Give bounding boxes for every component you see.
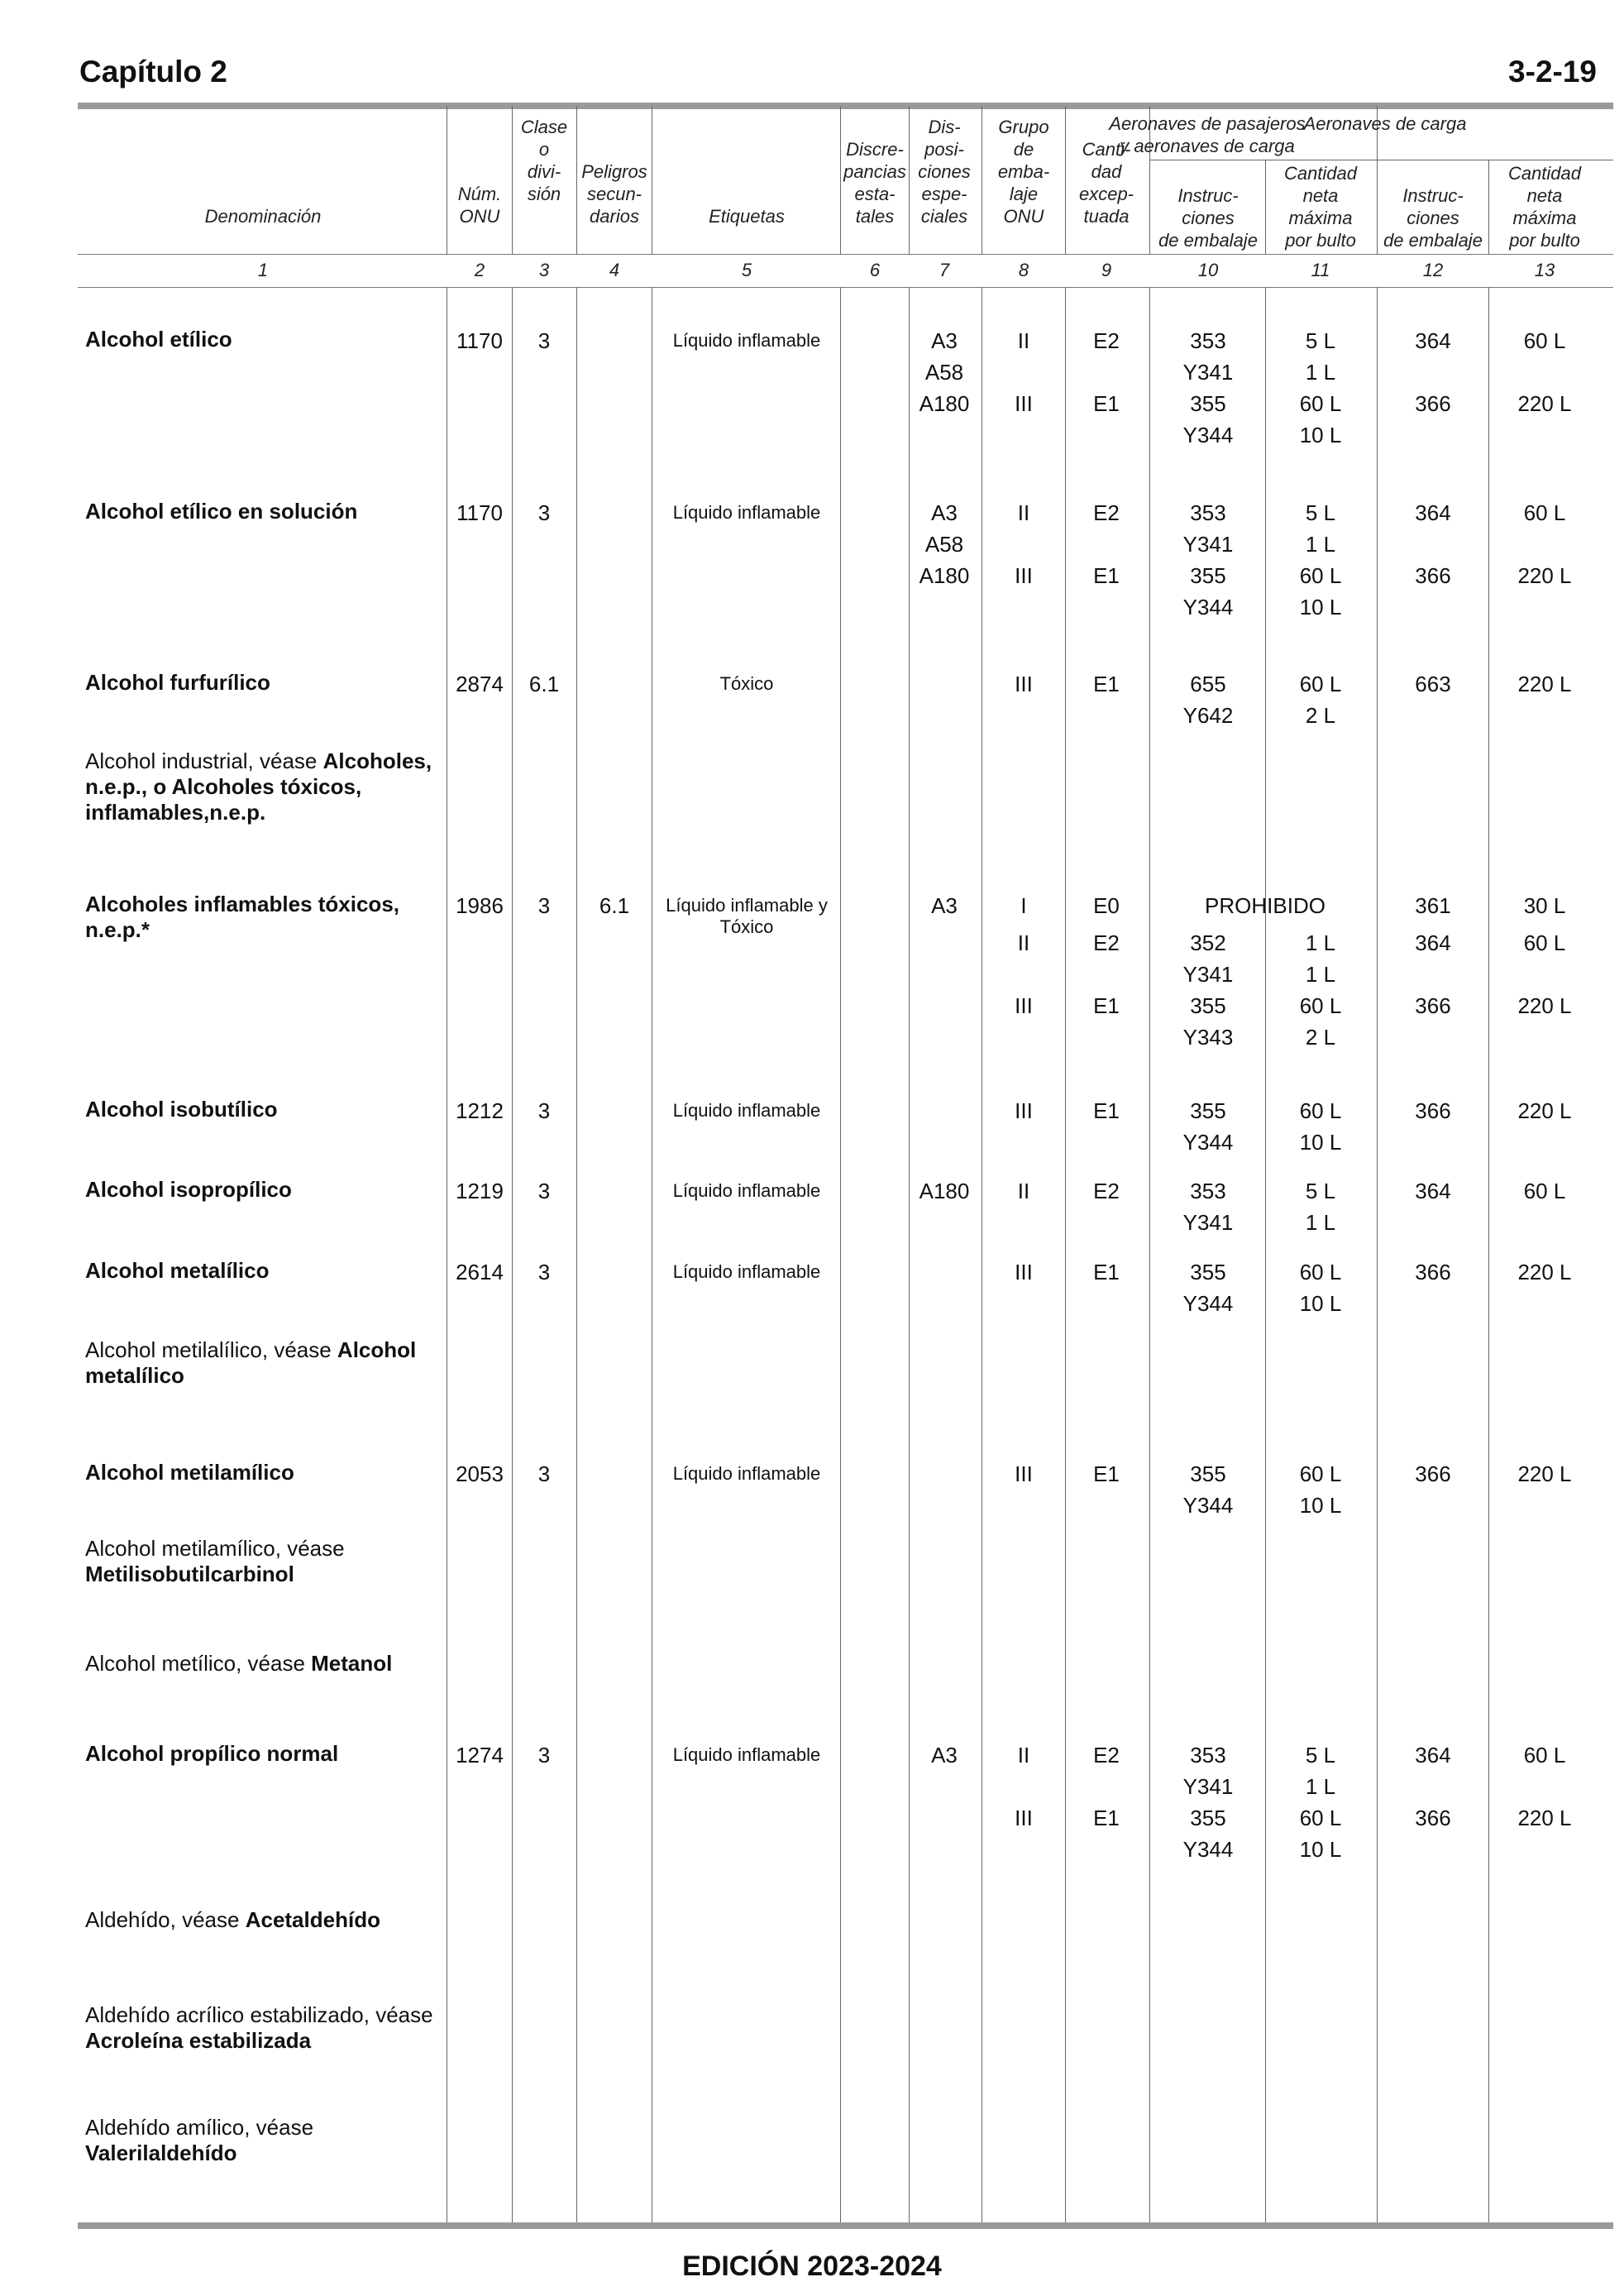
passenger-max-quantity: 60 L	[1299, 1806, 1342, 1830]
column-number-divider	[78, 287, 1613, 288]
cargo-max-quantity: 220 L	[1517, 672, 1572, 696]
excepted-quantity: E1	[1093, 563, 1120, 588]
entry-name: Aldehído, véase Acetaldehído	[85, 1907, 380, 1932]
passenger-packing-instruction: Y341	[1182, 1774, 1234, 1799]
passenger-packing-instruction: 353	[1190, 500, 1226, 525]
special-provision: A58	[924, 532, 964, 557]
cargo-max-quantity: 220 L	[1517, 563, 1572, 588]
column-number: 7	[939, 260, 950, 280]
hazard-label: Líquido inflamable	[672, 1463, 821, 1484]
cargo-max-quantity: 60 L	[1523, 500, 1566, 525]
entry-name: Alcohol metilamílico, véase Metilisobutilcarbinol	[85, 1536, 345, 1586]
passenger-max-quantity: 5 L	[1305, 1179, 1336, 1203]
column-divider	[840, 287, 841, 2222]
special-provision: A3	[931, 500, 958, 525]
passenger-max-quantity: 10 L	[1299, 1493, 1342, 1518]
excepted-quantity: E0	[1093, 893, 1120, 918]
entry-name: Alcohol etílico en solución	[85, 499, 358, 524]
cargo-max-quantity: 60 L	[1523, 1179, 1566, 1203]
page-number: 3-2-19	[1508, 55, 1597, 88]
cargo-max-quantity: 60 L	[1523, 1743, 1566, 1767]
passenger-packing-instruction: 355	[1190, 1806, 1226, 1830]
passenger-packing-instruction: 355	[1190, 1098, 1226, 1123]
hazard-label: Líquido inflamable	[672, 1180, 821, 1201]
passenger-max-quantity: 1 L	[1305, 930, 1336, 955]
packing-group: III	[1015, 993, 1033, 1018]
column-header-c13: Cantidad neta máxima por bulto	[1507, 163, 1582, 251]
cargo-max-quantity: 220 L	[1517, 1461, 1572, 1486]
column-number: 8	[1018, 260, 1029, 280]
chapter-title: Capítulo 2	[79, 55, 227, 88]
hazard-label: Tóxico	[719, 673, 774, 694]
passenger-max-quantity: 5 L	[1305, 500, 1336, 525]
excepted-quantity: E1	[1093, 391, 1120, 416]
passenger-packing-instruction: Y341	[1182, 962, 1234, 987]
hazard-label: Líquido inflamable y Tóxico	[666, 895, 828, 937]
entry-name: Alcohol metalílico	[85, 1258, 270, 1283]
packing-group: III	[1015, 391, 1033, 416]
passenger-packing-instruction: 355	[1190, 993, 1226, 1018]
special-provision: A58	[924, 360, 964, 385]
class-division: 3	[537, 1098, 551, 1123]
un-number: 1219	[456, 1179, 504, 1203]
class-division: 3	[537, 893, 551, 918]
column-header-c11: Cantidad neta máxima por bulto	[1283, 163, 1358, 251]
column-header-group_pax: Aeronaves de pasajeros y aeronaves de carga	[1109, 113, 1306, 156]
cargo-max-quantity: 220 L	[1517, 1098, 1572, 1123]
passenger-packing-instruction: Y344	[1182, 1837, 1234, 1862]
column-number: 9	[1101, 260, 1112, 280]
entry-name: Aldehído amílico, véase Valerilaldehído	[85, 2115, 314, 2165]
subsidiary-hazard: 6.1	[599, 893, 630, 918]
cargo-max-quantity: 220 L	[1517, 1806, 1572, 1830]
class-division: 3	[537, 1179, 551, 1203]
passenger-max-quantity: 60 L	[1299, 1260, 1342, 1284]
cargo-max-quantity: 220 L	[1517, 993, 1572, 1018]
class-division: 3	[537, 500, 551, 525]
passenger-packing-instruction: 355	[1190, 391, 1226, 416]
excepted-quantity: E1	[1093, 1260, 1120, 1284]
entry-name: Alcohol propílico normal	[85, 1741, 339, 1766]
passenger-max-quantity: 5 L	[1305, 328, 1336, 353]
packing-group: III	[1015, 1806, 1033, 1830]
column-number: 3	[538, 260, 550, 280]
passenger-max-quantity: 1 L	[1305, 1210, 1336, 1235]
passenger-packing-instruction: 353	[1190, 1179, 1226, 1203]
class-division: 6.1	[528, 672, 560, 696]
column-header-c9: Canti- dad excep- tuada	[1078, 139, 1134, 227]
entry-name: Alcohol industrial, véase Alcoholes, n.e.p., o Alcoholes tóxicos, inflamables,n.e.p.	[85, 749, 432, 825]
passenger-max-quantity: 1 L	[1305, 360, 1336, 385]
un-number: 1170	[456, 500, 503, 525]
passenger-packing-instruction: Y344	[1182, 1291, 1234, 1316]
packing-group: III	[1015, 1098, 1033, 1123]
passenger-max-quantity: 10 L	[1299, 1130, 1342, 1155]
column-number: 6	[869, 260, 881, 280]
hazard-label: Líquido inflamable	[672, 502, 821, 523]
passenger-packing-instruction: 355	[1190, 1260, 1226, 1284]
cargo-packing-instruction: 366	[1415, 1260, 1451, 1284]
excepted-quantity: E1	[1093, 672, 1120, 696]
special-provision: A3	[931, 1743, 958, 1767]
cargo-max-quantity: 60 L	[1523, 930, 1566, 955]
passenger-packing-instruction: Y343	[1182, 1025, 1234, 1050]
column-divider	[512, 106, 513, 254]
excepted-quantity: E1	[1093, 1461, 1120, 1486]
column-number: 10	[1197, 260, 1219, 280]
cargo-packing-instruction: 361	[1415, 893, 1451, 918]
cargo-packing-instruction: 366	[1415, 993, 1451, 1018]
edition-footer: EDICIÓN 2023-2024	[682, 2251, 942, 2282]
column-header-group_cargo: Aeronaves de carga	[1303, 113, 1467, 134]
cargo-packing-instruction: 364	[1415, 1179, 1451, 1203]
entry-name: Alcohol isopropílico	[85, 1177, 292, 1202]
excepted-quantity: E2	[1093, 930, 1120, 955]
passenger-packing-instruction: 655	[1190, 672, 1226, 696]
entry-name: Alcohol etílico	[85, 327, 232, 352]
cargo-max-quantity: 30 L	[1523, 893, 1566, 918]
passenger-packing-instruction: 355	[1190, 1461, 1226, 1486]
packing-group: I	[1020, 893, 1027, 918]
passenger-packing-instruction: 355	[1190, 563, 1226, 588]
column-header-c3: Clase o divi- sión	[520, 117, 568, 204]
un-number: 1212	[456, 1098, 504, 1123]
column-header-c4: Peligros secun- darios	[581, 161, 647, 227]
un-number: 1986	[456, 893, 504, 918]
cargo-max-quantity: 60 L	[1523, 328, 1566, 353]
class-division: 3	[537, 328, 551, 353]
excepted-quantity: E1	[1093, 993, 1120, 1018]
header-divider	[78, 254, 1613, 255]
column-number: 1	[257, 260, 269, 280]
packing-group: III	[1015, 1461, 1033, 1486]
packing-group: III	[1015, 563, 1033, 588]
cargo-packing-instruction: 364	[1415, 328, 1451, 353]
un-number: 2053	[456, 1461, 504, 1486]
excepted-quantity: E2	[1093, 500, 1120, 525]
packing-group: III	[1015, 1260, 1033, 1284]
packing-group: II	[1017, 1179, 1030, 1203]
class-division: 3	[537, 1260, 551, 1284]
column-number: 4	[609, 260, 620, 280]
column-header-c7: Dis- posi- ciones espe- ciales	[918, 117, 971, 227]
hazard-label: Líquido inflamable	[672, 330, 821, 351]
column-number: 2	[474, 260, 485, 280]
passenger-max-quantity: 10 L	[1299, 1837, 1342, 1862]
cargo-packing-instruction: 366	[1415, 391, 1451, 416]
bottom-rule	[78, 2222, 1613, 2229]
class-division: 3	[537, 1461, 551, 1486]
cargo-max-quantity: 220 L	[1517, 1260, 1572, 1284]
passenger-packing-instruction: Y344	[1182, 423, 1234, 447]
entry-name: Aldehído acrílico estabilizado, véase Acroleína estabilizada	[85, 2002, 433, 2053]
passenger-packing-instruction: Y344	[1182, 595, 1234, 619]
passenger-max-quantity: 60 L	[1299, 563, 1342, 588]
un-number: 1170	[456, 328, 503, 353]
cargo-packing-instruction: 364	[1415, 930, 1451, 955]
passenger-max-quantity: 5 L	[1305, 1743, 1336, 1767]
entry-name: Alcohol isobutílico	[85, 1097, 278, 1122]
packing-group: III	[1015, 672, 1033, 696]
passenger-max-quantity: 1 L	[1305, 962, 1336, 987]
cargo-packing-instruction: 663	[1415, 672, 1451, 696]
passenger-packing-instruction: Y341	[1182, 532, 1234, 557]
prohibited-text: PROHIBIDO	[1205, 893, 1325, 918]
entry-name: Alcoholes inflamables tóxicos, n.e.p.*	[85, 892, 399, 942]
passenger-packing-instruction: 353	[1190, 1743, 1226, 1767]
cargo-packing-instruction: 366	[1415, 1098, 1451, 1123]
entry-name: Alcohol metilalílico, véase Alcohol metalílico	[85, 1337, 417, 1388]
column-divider	[1065, 106, 1066, 254]
excepted-quantity: E1	[1093, 1098, 1120, 1123]
column-header-c12: Instruc- ciones de embalaje	[1383, 185, 1483, 251]
un-number: 2614	[456, 1260, 504, 1284]
class-division: 3	[537, 1743, 551, 1767]
column-header-c6: Discre- pancias esta- tales	[843, 139, 906, 227]
passenger-max-quantity: 1 L	[1305, 1774, 1336, 1799]
column-header-c2: Núm. ONU	[457, 184, 502, 227]
passenger-packing-instruction: Y642	[1182, 703, 1234, 728]
cargo-packing-instruction: 364	[1415, 1743, 1451, 1767]
excepted-quantity: E2	[1093, 1179, 1120, 1203]
excepted-quantity: E2	[1093, 328, 1120, 353]
packing-group: II	[1017, 930, 1030, 955]
special-provision: A180	[919, 563, 970, 588]
packing-group: II	[1017, 500, 1030, 525]
special-provision: A3	[931, 893, 958, 918]
passenger-packing-instruction: Y341	[1182, 1210, 1234, 1235]
un-number: 1274	[456, 1743, 504, 1767]
entry-name: Alcohol metílico, véase Metanol	[85, 1651, 393, 1676]
special-provision: A180	[919, 391, 970, 416]
passenger-packing-instruction: Y344	[1182, 1493, 1234, 1518]
column-header-c8: Grupo de emba- laje ONU	[997, 117, 1050, 227]
entry-name: Alcohol metilamílico	[85, 1460, 294, 1485]
excepted-quantity: E1	[1093, 1806, 1120, 1830]
column-number: 13	[1534, 260, 1555, 280]
column-header-c10: Instruc- ciones de embalaje	[1158, 185, 1258, 251]
passenger-max-quantity: 60 L	[1299, 993, 1342, 1018]
column-header-c5: Etiquetas	[709, 206, 785, 227]
passenger-max-quantity: 2 L	[1305, 703, 1336, 728]
passenger-max-quantity: 2 L	[1305, 1025, 1336, 1050]
column-header-c1: Denominación	[204, 206, 322, 227]
cargo-max-quantity: 220 L	[1517, 391, 1572, 416]
un-number: 2874	[456, 672, 504, 696]
hazard-label: Líquido inflamable	[672, 1744, 821, 1765]
column-divider	[576, 106, 577, 254]
cargo-packing-instruction: 366	[1415, 563, 1451, 588]
top-rule	[78, 103, 1613, 109]
passenger-max-quantity: 60 L	[1299, 672, 1342, 696]
packing-group: II	[1017, 328, 1030, 353]
passenger-max-quantity: 10 L	[1299, 423, 1342, 447]
special-provision: A180	[919, 1179, 970, 1203]
cargo-packing-instruction: 366	[1415, 1461, 1451, 1486]
passenger-max-quantity: 60 L	[1299, 391, 1342, 416]
passenger-max-quantity: 60 L	[1299, 1461, 1342, 1486]
column-number: 5	[741, 260, 752, 280]
passenger-max-quantity: 60 L	[1299, 1098, 1342, 1123]
passenger-packing-instruction: 352	[1190, 930, 1226, 955]
passenger-packing-instruction: Y344	[1182, 1130, 1234, 1155]
entry-name: Alcohol furfurílico	[85, 670, 270, 695]
hazard-label: Líquido inflamable	[672, 1100, 821, 1121]
passenger-max-quantity: 1 L	[1305, 532, 1336, 557]
column-number: 12	[1422, 260, 1444, 280]
passenger-packing-instruction: 353	[1190, 328, 1226, 353]
column-number: 11	[1311, 260, 1330, 280]
passenger-max-quantity: 10 L	[1299, 1291, 1342, 1316]
packing-group: II	[1017, 1743, 1030, 1767]
passenger-packing-instruction: Y341	[1182, 360, 1234, 385]
cargo-packing-instruction: 366	[1415, 1806, 1451, 1830]
column-divider	[576, 287, 577, 2222]
hazard-label: Líquido inflamable	[672, 1261, 821, 1282]
column-divider	[1488, 160, 1489, 254]
passenger-max-quantity: 10 L	[1299, 595, 1342, 619]
column-divider	[512, 287, 513, 2222]
cargo-packing-instruction: 364	[1415, 500, 1451, 525]
excepted-quantity: E2	[1093, 1743, 1120, 1767]
special-provision: A3	[931, 328, 958, 353]
